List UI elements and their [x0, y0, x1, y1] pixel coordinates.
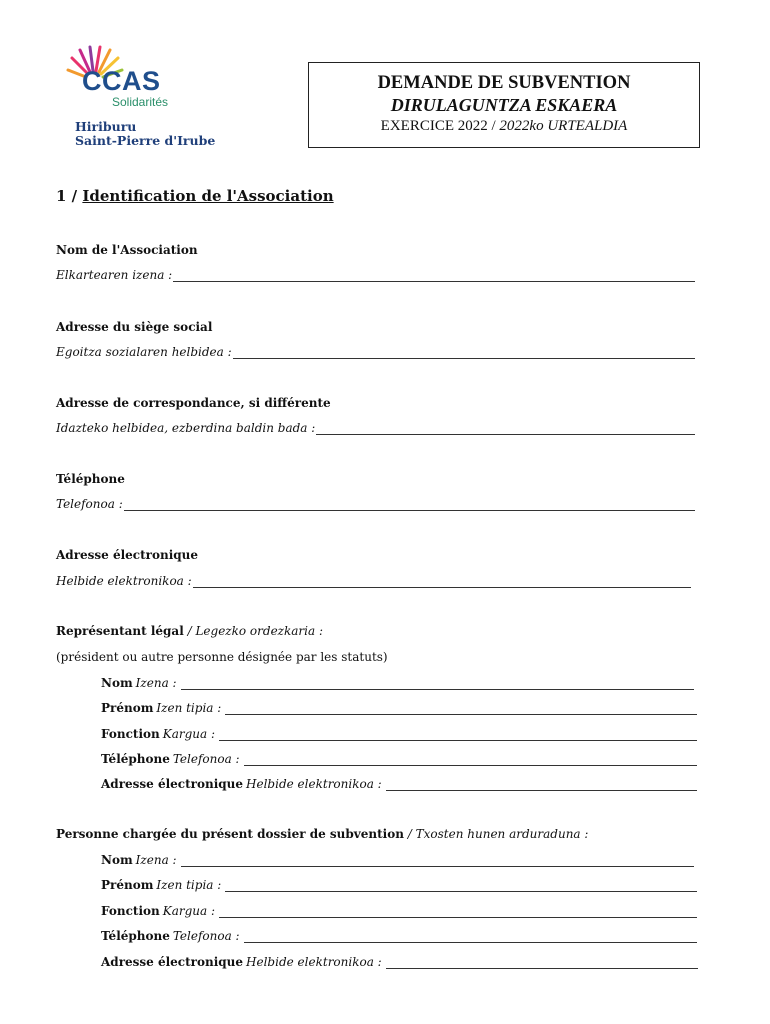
logo-tagline: Solidarités [112, 95, 169, 109]
rep-name-input-line[interactable] [181, 679, 694, 690]
rep-function-input-line[interactable] [219, 730, 697, 741]
title-box [308, 62, 700, 148]
rep-name-field[interactable]: Nom Izena : [101, 676, 694, 690]
fiscal-year-basque: 2022ko URTEALDIA [499, 118, 628, 134]
association-name-input-line[interactable] [173, 271, 695, 282]
section-title: Identification de l'Association [82, 187, 334, 205]
legal-representative-label: Représentant légal / Legezko ordezkaria : [56, 624, 324, 638]
title-basque: DIRULAGUNTZA ESKAERA [390, 95, 618, 115]
manager-name-field[interactable]: Nom Izena : [101, 853, 694, 867]
rep-email-field[interactable]: Adresse électronique Helbide elektronikoa : [101, 777, 697, 791]
rep-email-input-line[interactable] [386, 780, 697, 791]
file-manager-label: Personne chargée du présent dossier de subvention / Txosten hunen arduraduna : [56, 827, 589, 841]
manager-function-input-line[interactable] [219, 907, 697, 918]
manager-phone-input-line[interactable] [244, 932, 697, 943]
association-name-label-eu: Elkartearen izena : [56, 268, 173, 282]
legal-representative-note: (président ou autre personne désignée par les statuts) [56, 650, 388, 664]
fiscal-year [309, 118, 699, 135]
head-office-address-input-line[interactable] [233, 348, 695, 359]
email-label-eu: Helbide elektronikoa : [56, 574, 192, 588]
fiscal-year-french: EXERCICE 2022 / [380, 118, 500, 134]
ccas-logo [66, 44, 236, 154]
rep-phone-input-line[interactable] [244, 755, 697, 766]
email-label: Adresse électronique [56, 548, 199, 562]
manager-email-input-line[interactable] [386, 958, 698, 969]
head-office-address-label: Adresse du siège social [56, 320, 213, 334]
logo-brand: CCAS [82, 66, 161, 96]
correspondence-address-label-eu: Idazteko helbidea, ezberdina baldin bada : [56, 421, 316, 435]
phone-label-eu: Telefonoa : [56, 497, 123, 511]
phone-input-line[interactable] [124, 500, 695, 511]
manager-name-input-line[interactable] [181, 856, 694, 867]
head-office-address-field[interactable] [56, 345, 695, 359]
rep-firstname-input-line[interactable] [225, 704, 697, 715]
phone-label: Téléphone [56, 472, 125, 486]
manager-firstname-input-line[interactable] [225, 881, 697, 892]
email-input-line[interactable] [193, 577, 691, 588]
rep-firstname-field[interactable]: Prénom Izen tipia : [101, 701, 697, 715]
manager-function-field[interactable]: Fonction Kargua : [101, 904, 697, 918]
section-heading [56, 187, 334, 205]
manager-email-field[interactable]: Adresse électronique Helbide elektronikoa : [101, 955, 698, 969]
title-french: DEMANDE DE SUBVENTION [377, 73, 631, 93]
email-field[interactable] [56, 574, 691, 588]
head-office-address-label-eu: Egoitza sozialaren helbidea : [56, 345, 232, 359]
correspondence-address-field[interactable] [56, 421, 695, 435]
manager-phone-field[interactable]: Téléphone Telefonoa : [101, 929, 697, 943]
association-name-field[interactable] [56, 268, 695, 282]
correspondence-address-input-line[interactable] [316, 424, 695, 435]
rep-phone-field[interactable]: Téléphone Telefonoa : [101, 752, 697, 766]
logo-city-basque: Hiriburu [75, 119, 137, 134]
manager-firstname-field[interactable]: Prénom Izen tipia : [101, 878, 697, 892]
rep-function-field[interactable]: Fonction Kargua : [101, 727, 697, 741]
logo-city-french: Saint-Pierre d'Irube [75, 133, 216, 148]
correspondence-address-label: Adresse de correspondance, si différente [56, 396, 331, 410]
section-number: 1 / [56, 187, 83, 205]
association-name-label: Nom de l'Association [56, 243, 198, 257]
phone-field[interactable] [56, 497, 695, 511]
